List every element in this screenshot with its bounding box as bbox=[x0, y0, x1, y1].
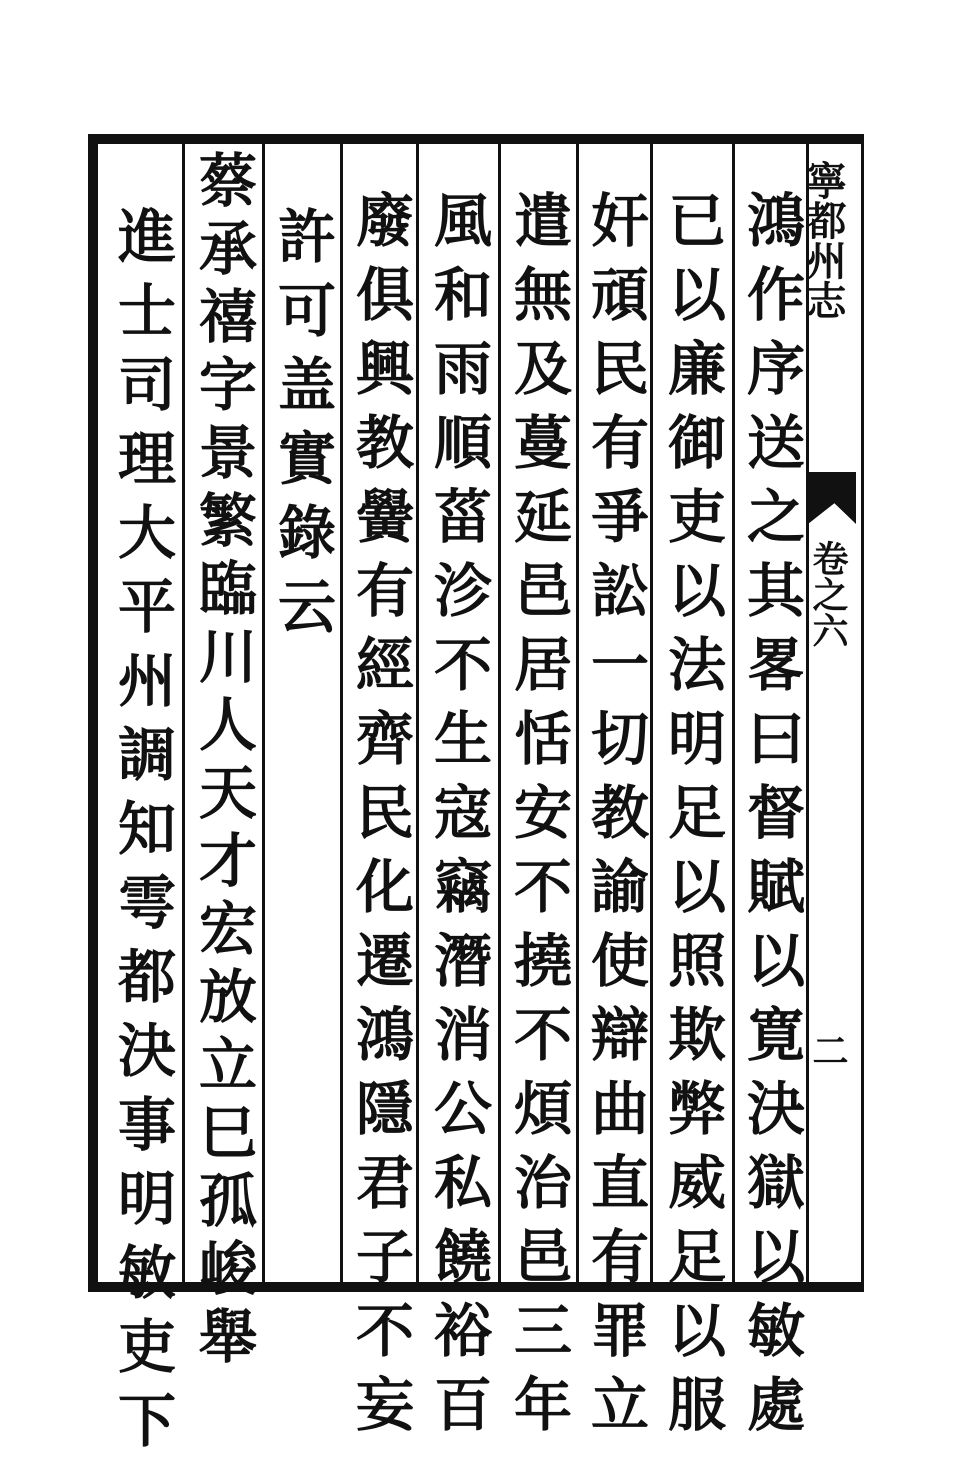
text-column-1: 鴻作序送之其畧曰督賦以寛決獄以敏處 bbox=[737, 190, 805, 1448]
text-column-8: 蔡承禧字景繁臨川人天才宏放立巳孤峻舉 bbox=[189, 150, 257, 1374]
text-column-5: 風和雨順菑沴不生寇竊潛消公私饒裕百 bbox=[424, 190, 492, 1448]
column-rule bbox=[340, 144, 343, 1282]
text-column-4: 遣無及蔓延邑居恬安不撓不煩治邑三年 bbox=[504, 190, 572, 1448]
fish-tail-mark bbox=[808, 472, 856, 524]
column-rule bbox=[498, 144, 501, 1282]
column-rule bbox=[182, 144, 185, 1282]
text-column-7: 許可盖實錄云 bbox=[268, 206, 336, 650]
book-title: 寧都州志 bbox=[800, 160, 847, 320]
frame-top-border bbox=[88, 134, 864, 144]
margin-column bbox=[800, 144, 856, 1282]
frame-left-border bbox=[88, 134, 98, 1292]
text-column-9: 進士司理大平州調知雩都決事明敏吏下 bbox=[108, 206, 176, 1464]
text-column-6: 廢俱興教黌有經齊民化遷鴻隱君子不妄 bbox=[346, 190, 414, 1448]
column-rule bbox=[262, 144, 265, 1282]
column-rule bbox=[416, 144, 419, 1282]
page-number: 二 bbox=[807, 1032, 849, 1068]
volume-label: 卷之六 bbox=[807, 540, 849, 648]
text-column-3: 奸頑民有爭訟一切教諭使辯曲直有罪立 bbox=[581, 190, 649, 1448]
text-column-2: 已以廉御吏以法明足以照欺弊威足以服 bbox=[658, 190, 726, 1448]
